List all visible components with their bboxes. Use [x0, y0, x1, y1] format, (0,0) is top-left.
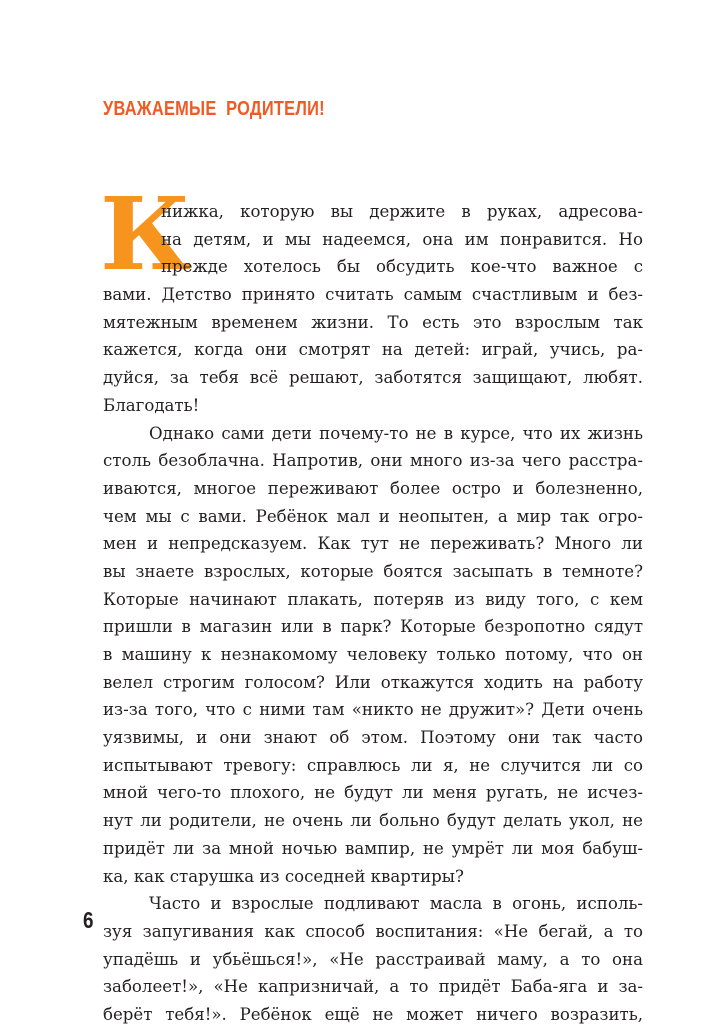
text-line: столь безоблачна. Напротив, они много из-за чего расстра- [103, 451, 643, 471]
drop-cap-letter: К [100, 175, 191, 293]
text-line: испытывают тревогу: справлюсь ли я, не случится ли со [103, 755, 643, 775]
text-line: вами. Детство принято считать самым счастливым и без- [103, 285, 643, 305]
text-line: пришли в магазин или в парк? Которые безропотно сядут [103, 617, 643, 637]
text-line: нут ли родители, не очень ли больно будут делать укол, не [103, 811, 643, 831]
page-number: 6 [83, 907, 94, 933]
text-line: нижка, которую вы держите в руках, адресова- [161, 202, 643, 221]
text-line: упадёшь и убьёшься!», «Не расстраивай маму, а то она [103, 949, 643, 969]
page-heading: УВАЖАЕМЫЕ РОДИТЕЛИ! [103, 98, 325, 120]
text-line: придёт ли за мной ночью вампир, не умрёт ли моя бабуш- [103, 838, 643, 858]
text-line: уязвимы, и они знают об этом. Поэтому они так часто [103, 728, 643, 748]
text-line: мятежным временем жизни. То есть это взрослым так [103, 312, 643, 332]
text-line: из-за того, что с ними там «никто не дружит»? Дети очень [103, 700, 643, 720]
text-line: Благодать! [103, 395, 200, 415]
text-line: Часто и взрослые подливают масла в огонь, исполь- [149, 894, 643, 914]
text-line: чем мы с вами. Ребёнок мал и неопытен, а мир так огро- [103, 506, 643, 526]
text-line: в машину к незнакомому человеку только потому, что он [103, 645, 643, 664]
text-line: мной чего-то плохого, не будут ли меня ругать, не исчез- [103, 783, 643, 803]
text-line: ка, как старушка из соседней квартиры? [103, 866, 464, 886]
text-line: берёт тебя!». Ребёнок ещё не может ничего возразить, [103, 1004, 643, 1024]
text-line: кажется, когда они смотрят на детей: играй, учись, ра- [103, 340, 643, 360]
text-line: дуйся, за тебя всё решают, заботятся защищают, любят. [103, 368, 643, 388]
text-line: заболеет!», «Не капризничай, а то придёт Баба-яга и за- [103, 977, 643, 997]
text-line: вы знаете взрослых, которые боятся засыпать в темноте? [103, 561, 643, 581]
text-line: Которые начинают плакать, потеряв из виду того, с кем [103, 589, 643, 609]
text-line: прежде хотелось бы обсудить кое-что важное с [161, 257, 643, 277]
text-line: Однако сами дети почему-то не в курсе, что их жизнь [149, 423, 643, 443]
text-line: иваются, многое переживают более остро и болезненно, [103, 478, 643, 498]
body-text [103, 198, 643, 1029]
text-line: велел строгим голосом? Или откажутся ходить на работу [103, 672, 643, 692]
text-line: на детям, и мы надеемся, она им понравится. Но [161, 229, 643, 249]
text-line: мен и непредсказуем. Как тут не переживать? Много ли [103, 534, 643, 554]
text-line: зуя запугивания как способ воспитания: «Не бегай, а то [103, 921, 643, 941]
